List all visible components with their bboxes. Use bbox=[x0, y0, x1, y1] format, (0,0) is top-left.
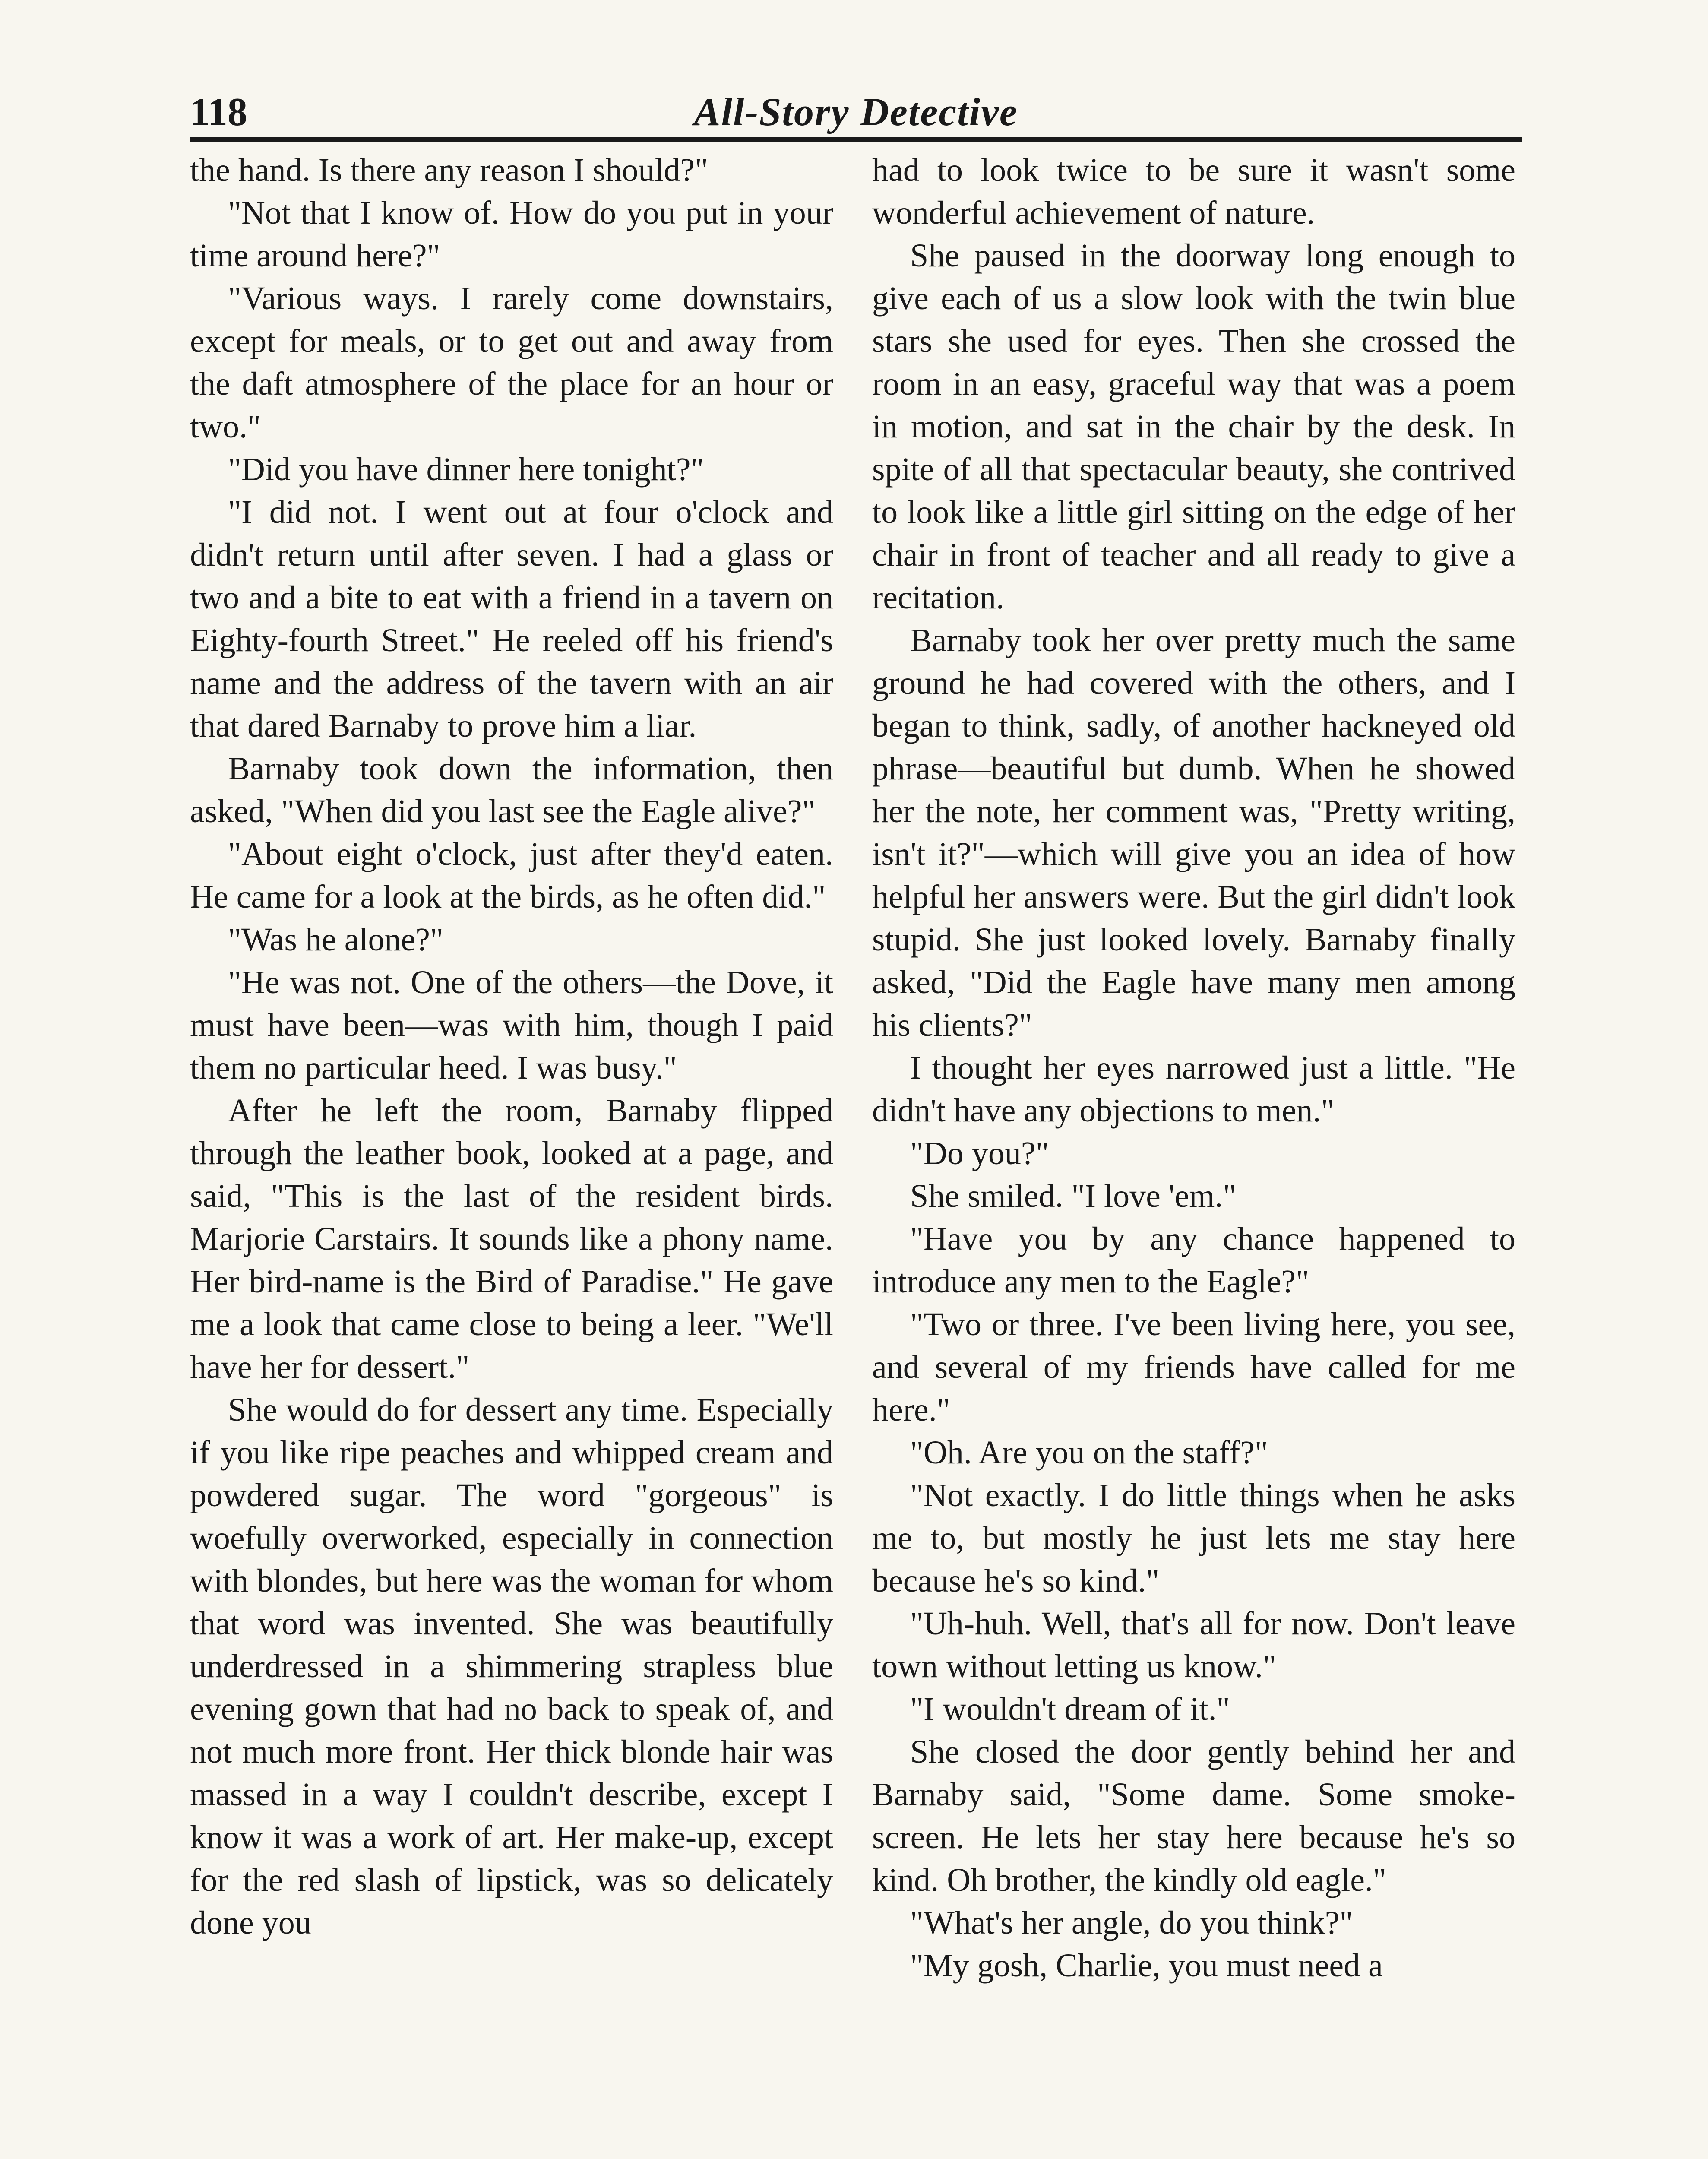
paragraph: She would do for dessert any time. Especially if you like ripe peaches and whipped cream and powdered sugar. The word "gorgeous" is woefully overworked, especially in connection with blondes, but here was the woman for whom that word was invented. She was beautifully underdressed in a shimmering strapless blue evening gown that had no back to speak of, and not much more front. Her thick blonde hair was massed in a way I couldn't describe, except I know it was a work of art. Her make-up, except for the red slash of lipstick, was so delicately done you bbox=[190, 1392, 833, 1941]
paragraph: "About eight o'clock, just after they'd eaten. He came for a look at the birds, as he often did." bbox=[190, 836, 833, 915]
paragraph: "What's her angle, do you think?" bbox=[910, 1905, 1353, 1941]
paragraph: She smiled. "I love 'em." bbox=[910, 1178, 1237, 1214]
paragraph: I thought her eyes narrowed just a little. "He didn't have any objections to men." bbox=[872, 1050, 1515, 1129]
paragraph: "Do you?" bbox=[910, 1135, 1049, 1171]
paragraph: "Not exactly. I do little things when he asks me to, but mostly he just lets me stay here because he's so kind." bbox=[872, 1477, 1515, 1599]
paragraph: "Oh. Are you on the staff?" bbox=[910, 1434, 1268, 1471]
paragraph: "Have you by any chance happened to introduce any men to the Eagle?" bbox=[872, 1221, 1515, 1300]
paragraph: "Two or three. I've been living here, you see, and several of my friends have called for me here." bbox=[872, 1306, 1515, 1428]
paragraph: "I did not. I went out at four o'clock and didn't return until after seven. I had a glass or two and a bite to eat with a friend in a tavern on Eighty-fourth Street." He reeled off his friend's name and the address of the tavern with an air that dared Barnaby to prove him a liar. bbox=[190, 494, 833, 744]
left-column bbox=[190, 149, 833, 2159]
paragraph: Barnaby took down the information, then asked, "When did you last see the Eagle alive?" bbox=[190, 750, 833, 829]
paragraph: "Was he alone?" bbox=[228, 921, 444, 958]
paragraph: "Did you have dinner here tonight?" bbox=[228, 451, 704, 488]
paragraph: "Various ways. I rarely come downstairs, except for meals, or to get out and away from the daft atmosphere of the place for an hour or two." bbox=[190, 280, 833, 445]
page-number: 118 bbox=[190, 90, 247, 134]
paragraph: Barnaby took her over pretty much the same ground he had covered with the others, and I began to think, sadly, of another hackneyed old phrase—beautiful but dumb. When he showed her the note, her comment was, "Pretty writing, isn't it?"—which will give you an idea of how helpful her answers were. But the girl didn't look stupid. She just looked lovely. Barnaby finally asked, "Did the Eagle have many men among his clients?" bbox=[872, 622, 1515, 1043]
page-header bbox=[190, 85, 1522, 141]
running-title: All-Story Detective bbox=[694, 90, 1018, 134]
paragraph: "My gosh, Charlie, you must need a bbox=[910, 1947, 1383, 1984]
paragraph: "He was not. One of the others—the Dove, it must have been—was with him, though I paid them no particular heed. I was busy." bbox=[190, 964, 833, 1086]
paragraph: "I wouldn't dream of it." bbox=[910, 1691, 1230, 1727]
right-column bbox=[872, 149, 1515, 2159]
paragraph: After he left the room, Barnaby flipped through the leather book, looked at a page, and said, "This is the last of the resident birds. Marjorie Carstairs. It sounds like a phony name. Her bird-name is the Bird of Paradise." He gave me a look that came close to being a leer. "We'll have her for dessert." bbox=[190, 1092, 833, 1385]
paragraph: She paused in the doorway long enough to give each of us a slow look with the twin blue stars she used for eyes. Then she crossed the room in an easy, graceful way that was a poem in motion, and sat in the chair by the desk. In spite of all that spectacular beauty, she contrived to look like a little girl sitting on the edge of her chair in front of teacher and all ready to give a recitation. bbox=[872, 237, 1515, 616]
paragraph: She closed the door gently behind her and Barnaby said, "Some dame. Some smoke-screen. He lets her stay here because he's so kind. Oh brother, the kindly old eagle." bbox=[872, 1734, 1515, 1898]
paragraph: "Not that I know of. How do you put in your time around here?" bbox=[190, 195, 833, 274]
paragraph: had to look twice to be sure it wasn't some wonderful achievement of nature. bbox=[872, 152, 1515, 231]
header-rule bbox=[190, 137, 1522, 142]
paragraph: the hand. Is there any reason I should?" bbox=[190, 152, 709, 188]
paragraph: "Uh-huh. Well, that's all for now. Don't leave town without letting us know." bbox=[872, 1605, 1515, 1684]
